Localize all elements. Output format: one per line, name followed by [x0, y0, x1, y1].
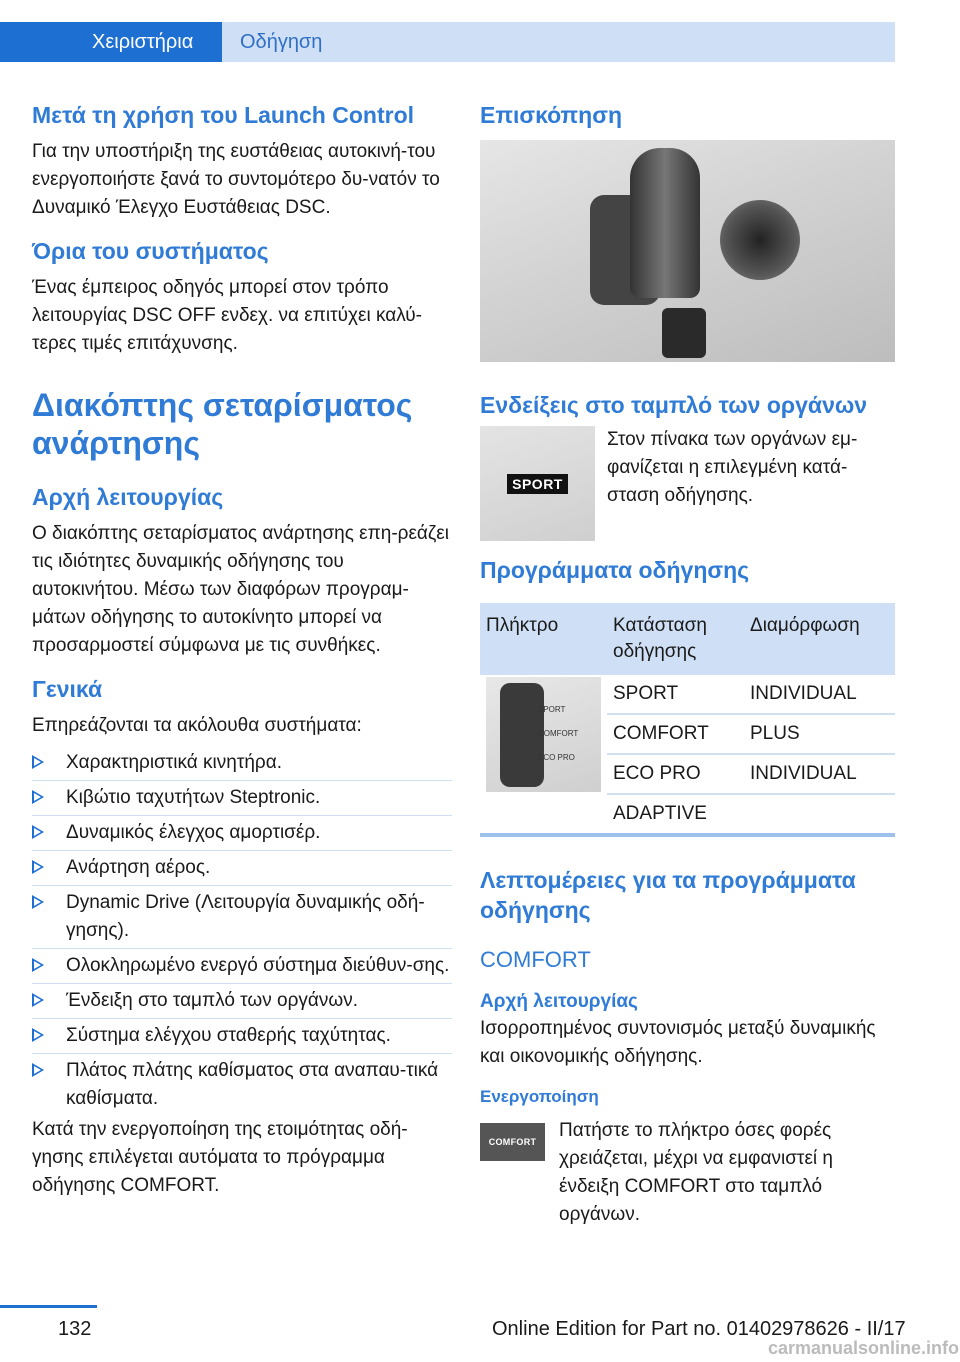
right-column [480, 100, 895, 1229]
parking-brake-switch [662, 308, 706, 358]
closing-text: Κατά την ενεργοποίηση της ετοιμότητας οδή-γησης επιλέγεται αυτόματα το πρόγραμμα οδήγησης COMFORT. [32, 1119, 408, 1196]
list-item: Ολοκληρωμένο ενεργό σύστημα διεύθυν-σης. [32, 949, 452, 984]
comfort-heading: COMFORT [480, 947, 591, 972]
tab-driving[interactable]: Οδήγηση [222, 22, 895, 62]
list-item: Πλάτος πλάτης καθίσματος στα αναπαυ-τικά καθίσματα. [32, 1054, 452, 1116]
table-cell [480, 794, 607, 835]
launch-text: Για την υποστήριξη της ευστάθειας αυτοκινή-του ενεργοποιήστε ξανά το συντομότερο δυ-νατόν το Δυναμικό Έλεγχο Ευστάθειας DSC. [32, 141, 440, 218]
list-item: Χαρακτηριστικά κινητήρα. [32, 746, 452, 781]
table-cell: ECO PRO [607, 754, 744, 794]
button-label-sport: SPORT [538, 705, 566, 714]
comfort-button-label: COMFORT [488, 1137, 537, 1147]
table-cell: PLUS [744, 714, 895, 754]
comfort-principle-text: Ισορροπημένος συντονισμός μεταξύ δυναμικής και οικονομικής οδήγησης. [480, 1018, 876, 1067]
table-cell: COMFORT [607, 714, 744, 754]
arrow-bullet-icon [32, 860, 44, 874]
overview-heading: Επισκόπηση [480, 102, 622, 128]
gear-selector [630, 148, 700, 298]
table-cell [744, 794, 895, 835]
general-heading: Γενικά [32, 676, 103, 702]
indications-heading: Ενδείξεις στο ταμπλό των οργάνων [480, 392, 868, 418]
list-item: Δυναμικός έλεγχος αμορτισέρ. [32, 816, 452, 851]
list-item: Σύστημα ελέγχου σταθερής ταχύτητας. [32, 1019, 452, 1054]
page-number: 132 [58, 1318, 92, 1340]
list-item: Ανάρτηση αέρος. [32, 851, 452, 886]
sport-display-badge: SPORT [507, 474, 568, 494]
arrow-bullet-icon [32, 790, 44, 804]
arrow-bullet-icon [32, 825, 44, 839]
drive-mode-buttons-image [486, 677, 601, 792]
programs-heading: Προγράμματα οδήγησης [480, 557, 750, 583]
arrow-bullet-icon [32, 993, 44, 1007]
programs-table [480, 603, 895, 837]
col-header-mode: Κατάσταση οδήγησης [607, 603, 744, 675]
principle-text: Ο διακόπτης σεταρίσματος ανάρτησης επη-ρεάζει τις ιδιότητες δυναμικής οδήγησης του αυτοκινήτου. Μέσω των διαφόρων προγραμ-μάτων οδήγησης το αυτοκίνητο μπορεί να προσαρμοστεί σύμφωνα με τις συνθήκες. [32, 523, 449, 656]
general-text: Επηρεάζονται τα ακόλουθα συστήματα: [32, 715, 362, 736]
left-column [32, 100, 452, 1200]
list-item: Dynamic Drive (Λειτουργία δυναμικής οδή-γησης). [32, 886, 452, 949]
activation-text: Πατήστε το πλήκτρο όσες φορές χρειάζεται, μέχρι να εμφανιστεί η ένδειξη COMFORT στο ταμπλό οργάνων. [559, 1120, 833, 1225]
watermark: carmanualsonline.info [768, 1338, 960, 1358]
button-label-comfort: COMFORT [538, 729, 579, 738]
principle-heading: Αρχή λειτουργίας [32, 484, 224, 510]
arrow-bullet-icon [32, 1028, 44, 1042]
systems-list [32, 746, 452, 1116]
table-cell: INDIVIDUAL [744, 754, 895, 794]
list-item: Ένδειξη στο ταμπλό των οργάνων. [32, 984, 452, 1019]
top-bar [0, 22, 895, 62]
page-number-rule [0, 1305, 97, 1308]
list-item: Κιβώτιο ταχυτήτων Steptronic. [32, 781, 452, 816]
controller-knob [720, 200, 800, 280]
activation-heading: Ενεργοποίηση [480, 1087, 599, 1106]
table-cell: ADAPTIVE [607, 794, 744, 835]
tab-controls[interactable]: Χειριστήρια [0, 22, 222, 62]
col-header-config: Διαμόρφωση [744, 603, 895, 675]
details-heading: Λεπτομέρειες για τα προγράμματα οδήγησης [480, 867, 856, 923]
main-heading: Διακόπτης σεταρίσματος ανάρτησης [32, 387, 413, 461]
table-cell: INDIVIDUAL [744, 675, 895, 714]
table-cell: SPORT [607, 675, 744, 714]
instrument-display-image [480, 426, 595, 541]
limits-heading: Όρια του συστήματος [32, 238, 269, 264]
arrow-bullet-icon [32, 1063, 44, 1077]
console-photo [480, 140, 895, 362]
arrow-bullet-icon [32, 895, 44, 909]
arrow-bullet-icon [32, 755, 44, 769]
button-label-eco: ECO PRO [538, 753, 575, 762]
launch-heading: Μετά τη χρήση του Launch Control [32, 102, 415, 128]
limits-text: Ένας έμπειρος οδηγός μπορεί στον τρόπο λειτουργίας DSC OFF ενδεχ. να επιτύχει καλύ-τερες τιμές επιτάχυνσης. [32, 277, 422, 354]
edition-footer: Online Edition for Part no. 01402978626 - II/17 [492, 1318, 906, 1340]
col-header-button: Πλήκτρο [480, 603, 607, 675]
comfort-button-image [480, 1123, 545, 1161]
indications-text: Στον πίνακα των οργάνων εμ-φανίζεται η επιλεγμένη κατά-σταση οδήγησης. [607, 429, 858, 506]
button-image-cell [480, 675, 607, 794]
arrow-bullet-icon [32, 958, 44, 972]
comfort-principle-heading: Αρχή λειτουργίας [480, 991, 638, 1012]
